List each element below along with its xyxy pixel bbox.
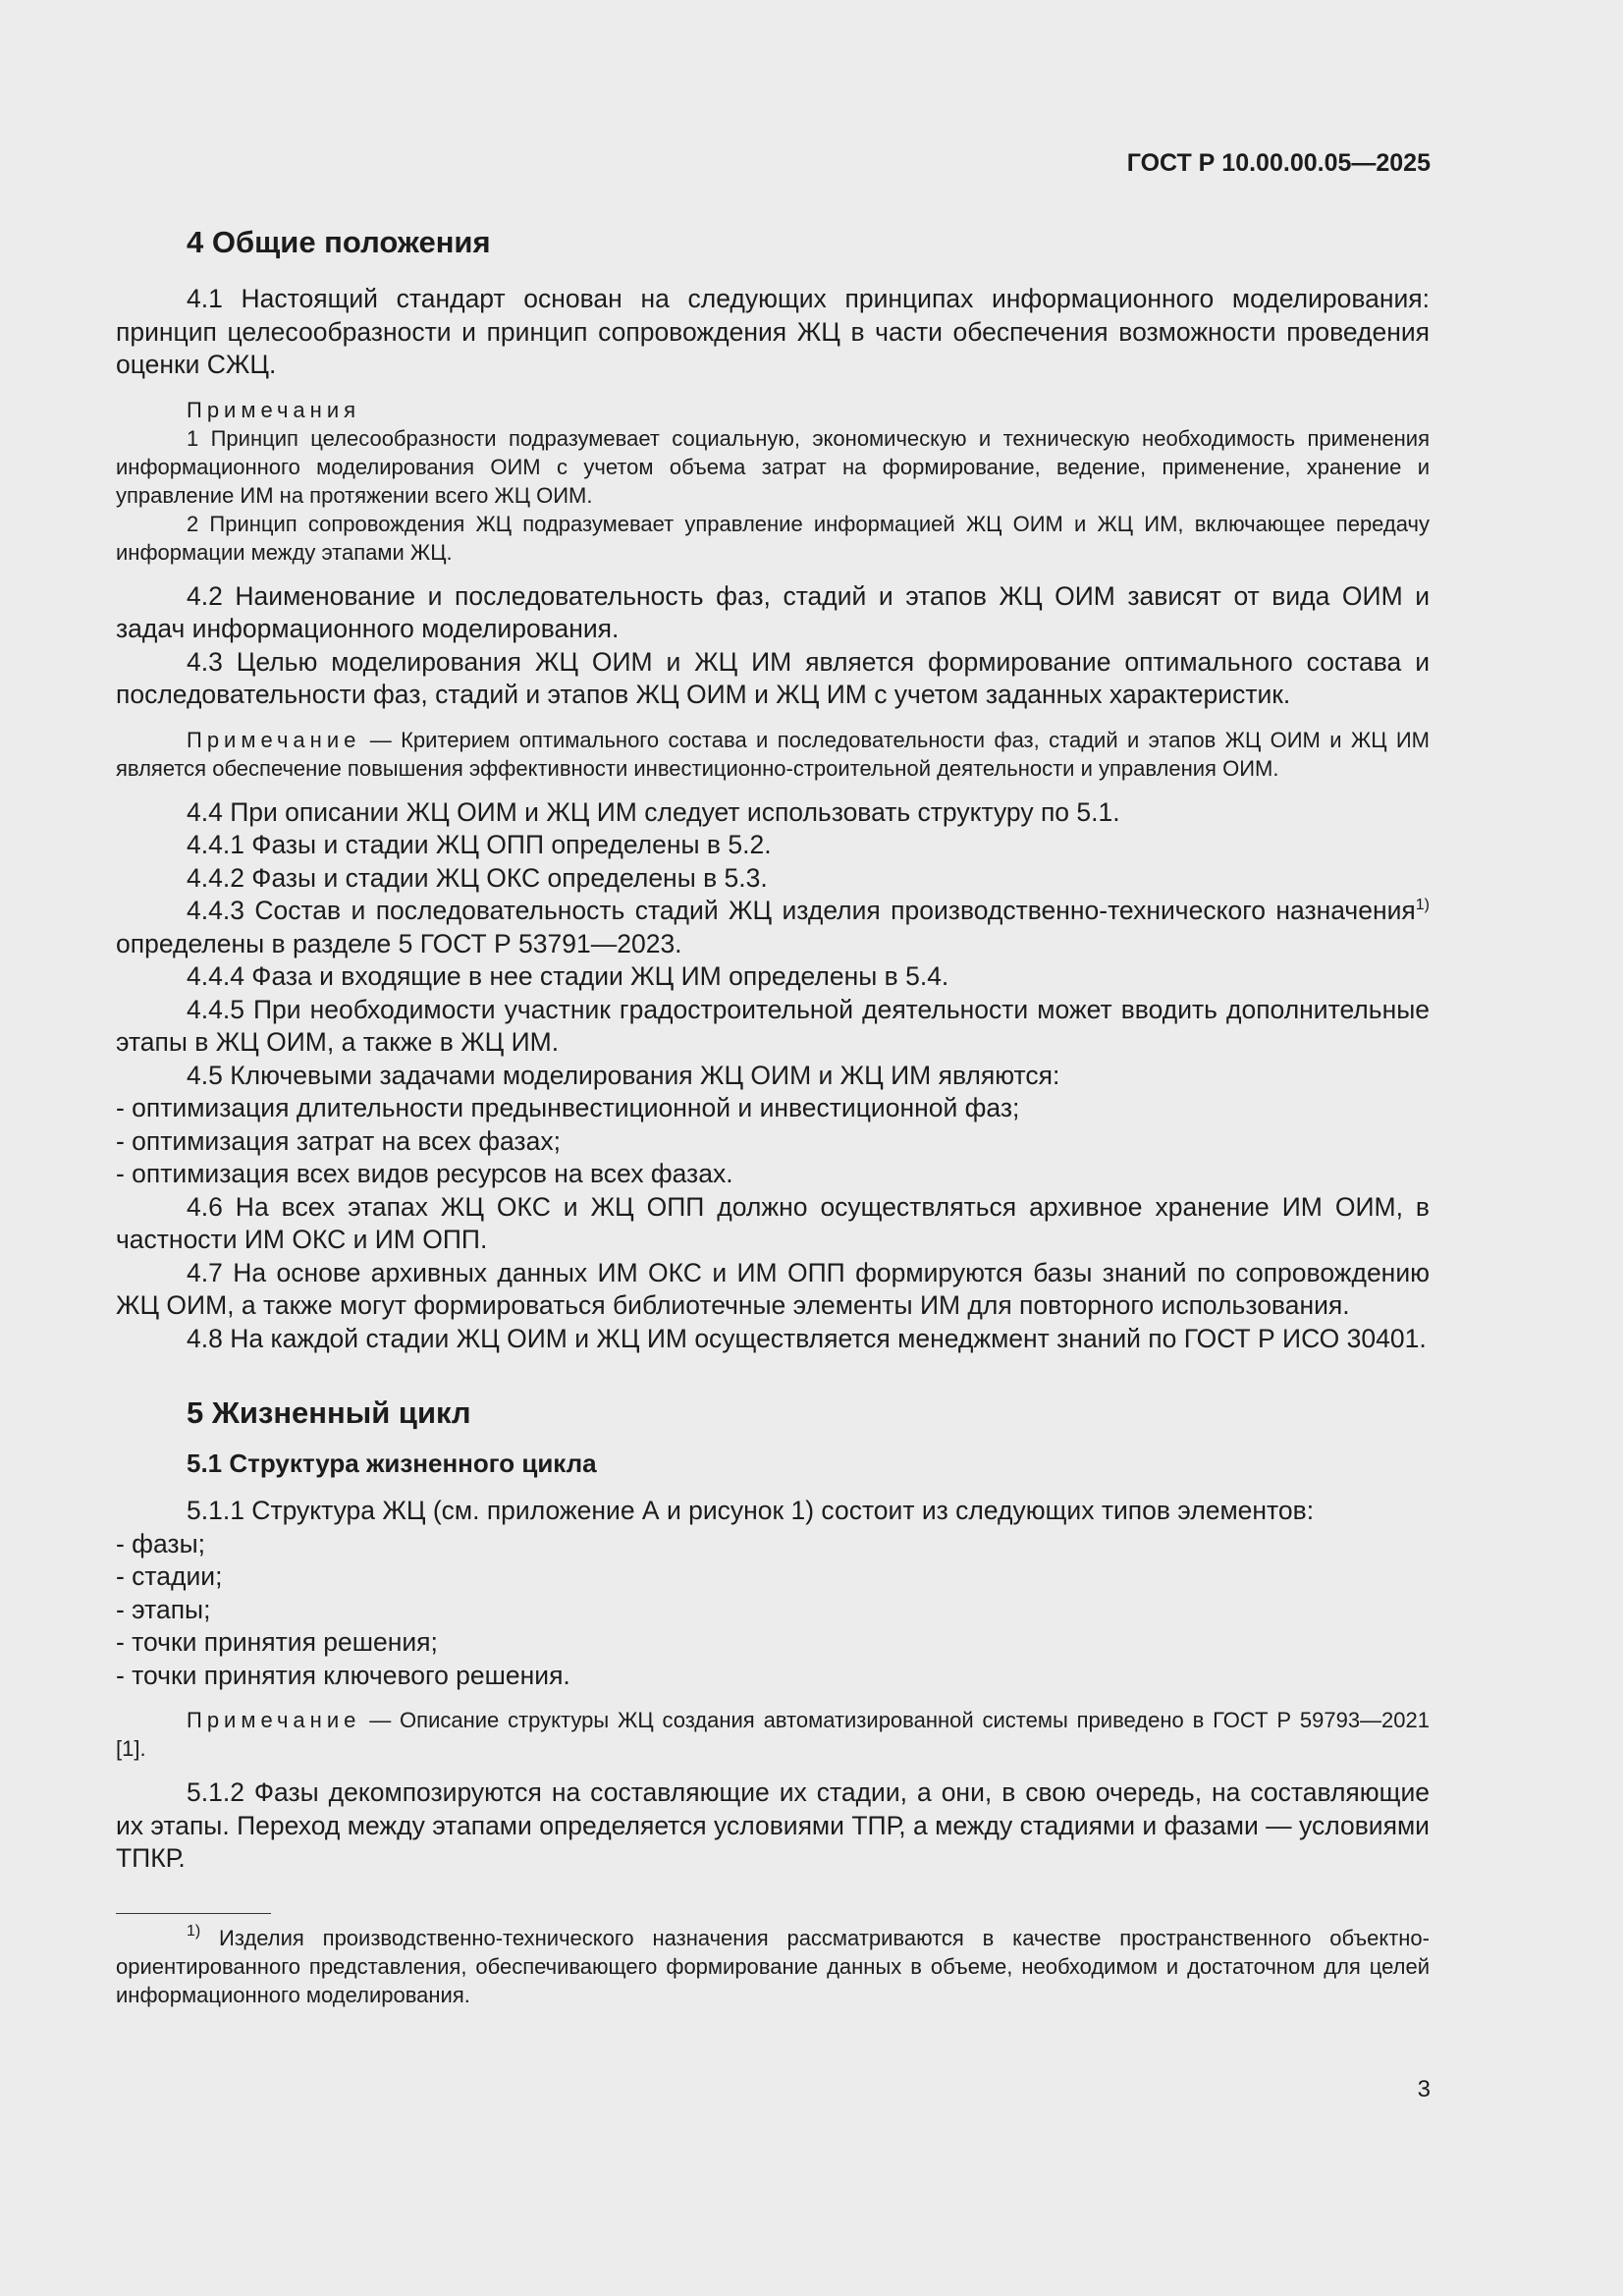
list-item: - фазы; (116, 1528, 205, 1558)
list-item: - точки принятия решения; (116, 1627, 438, 1657)
paragraph-5-1-2: 5.1.2 Фазы декомпозируются на составляющие их стадии, а они, в свою очередь, на составляющие их этапы. Переход между этапами определяется условиями ТПР, а между стадиями и фазами — условиями ТПКР. (116, 1777, 1430, 1873)
paragraph-4-6: 4.6 На всех этапах ЖЦ ОКС и ЖЦ ОПП должно осуществляться архивное хранение ИМ ОИМ, в частности ИМ ОКС и ИМ ОПП. (116, 1191, 1430, 1254)
list-item: - оптимизация затрат на всех фазах; (116, 1125, 561, 1156)
note-text: — Описание структуры ЖЦ создания автоматизированной системы приведено в ГОСТ Р 59793—2021 [1]. (116, 1708, 1430, 1761)
footnote-marker: 1) (187, 1922, 201, 1940)
footnote (116, 1924, 1430, 2009)
paragraph-4-4-3-text: 4.4.3 Состав и последовательность стадий ЖЦ изделия производственно-технического назначения (187, 896, 1416, 925)
list-item: - этапы; (116, 1594, 211, 1624)
page-number: 3 (1417, 2076, 1431, 2103)
list-item: - стадии; (116, 1561, 223, 1591)
paragraph-4-2: 4.2 Наименование и последовательность фаз, стадий и этапов ЖЦ ОИМ зависят от вида ОИМ и задач информационного моделирования. (116, 580, 1430, 643)
note-caption: Примечание (187, 1708, 361, 1732)
paragraph-4-8: 4.8 На каждой стадии ЖЦ ОИМ и ЖЦ ИМ осуществляется менеджмент знаний по ГОСТ Р ИСО 30401. (187, 1323, 1427, 1353)
note-1: 1 Принцип целесообразности подразумевает социальную, экономическую и техническую необходимость применения информационного моделирования ОИМ с учетом объема затрат на формирование, ведение, применение, хранение и управление ИМ на протяжении всего ЖЦ ОИМ. (116, 425, 1430, 508)
paragraph-4-5: 4.5 Ключевыми задачами моделирования ЖЦ ОИМ и ЖЦ ИМ являются: (187, 1060, 1060, 1090)
footnote-separator (116, 1913, 271, 1914)
subsection-5-1-heading: 5.1 Структура жизненного цикла (187, 1449, 597, 1478)
note-caption: Примечание (187, 727, 361, 752)
note-5-1-1 (116, 1706, 1430, 1763)
paragraph-4-4-5: 4.4.5 При необходимости участник градостроительной деятельности может вводить дополнительные этапы в ЖЦ ОИМ, а также в ЖЦ ИМ. (116, 994, 1430, 1057)
paragraph-4-4: 4.4 При описании ЖЦ ОИМ и ЖЦ ИМ следует использовать структуру по 5.1. (187, 796, 1120, 827)
footnote-reference[interactable]: 1) (1415, 897, 1430, 913)
section-5-heading: 5 Жизненный цикл (187, 1395, 471, 1430)
paragraph-4-4-1: 4.4.1 Фазы и стадии ЖЦ ОПП определены в 5.2. (187, 830, 772, 859)
notes-caption: Примечания (187, 397, 361, 422)
paragraph-4-1: 4.1 Настоящий стандарт основан на следующих принципах информационного моделирования: принцип целесообразности и принцип сопровождения ЖЦ в части обеспечения возможности проведения оценки СЖЦ. (116, 284, 1430, 379)
list-item: - оптимизация всех видов ресурсов на всех фазах. (116, 1159, 733, 1188)
paragraph-4-4-3-tail: определены в разделе 5 ГОСТ Р 53791—2023. (116, 928, 682, 958)
section-4-heading: 4 Общие положения (187, 225, 491, 259)
page-content (116, 222, 1430, 2009)
list-item: - оптимизация длительности предынвестиционной и инвестиционной фаз; (116, 1093, 1020, 1122)
paragraph-4-3: 4.3 Целью моделирования ЖЦ ОИМ и ЖЦ ИМ является формирование оптимального состава и последовательности фаз, стадий и этапов ЖЦ ОИМ и ЖЦ ИМ с учетом заданных характеристик. (116, 646, 1430, 709)
paragraph-5-1-1: 5.1.1 Структура ЖЦ (см. приложение А и рисунок 1) состоит из следующих типов элементов: (187, 1496, 1315, 1525)
paragraph-4-7: 4.7 На основе архивных данных ИМ ОКС и ИМ ОПП формируются базы знаний по сопровождению ЖЦ ОИМ, а также могут формироваться библиотечные элементы ИМ для повторного использования. (116, 1257, 1430, 1320)
paragraph-4-4-2: 4.4.2 Фазы и стадии ЖЦ ОКС определены в 5.3. (187, 862, 768, 893)
note-2: 2 Принцип сопровождения ЖЦ подразумевает управление информацией ЖЦ ОИМ и ЖЦ ИМ, включающее передачу информации между этапами ЖЦ. (116, 511, 1430, 565)
document-code-header: ГОСТ Р 10.00.00.05—2025 (1126, 149, 1431, 177)
note-text: — Критерием оптимального состава и последовательности фаз, стадий и этапов ЖЦ ОИМ и ЖЦ ИМ является обеспечение повышения эффективности инвестиционно-строительной деятельности и управления ОИМ. (116, 727, 1430, 781)
footnote-text: Изделия производственно-технического назначения рассматриваются в качестве пространственного объектно-ориентированного представления, обеспечивающего формирование данных в объеме, необходимом и достаточном для целей информационного моделирования. (116, 1925, 1430, 2007)
note-4-3 (116, 726, 1430, 783)
paragraph-4-4-3 (116, 895, 1430, 960)
paragraph-4-4-4: 4.4.4 Фаза и входящие в нее стадии ЖЦ ИМ определены в 5.4. (187, 961, 949, 991)
list-item: - точки принятия ключевого решения. (116, 1660, 570, 1690)
